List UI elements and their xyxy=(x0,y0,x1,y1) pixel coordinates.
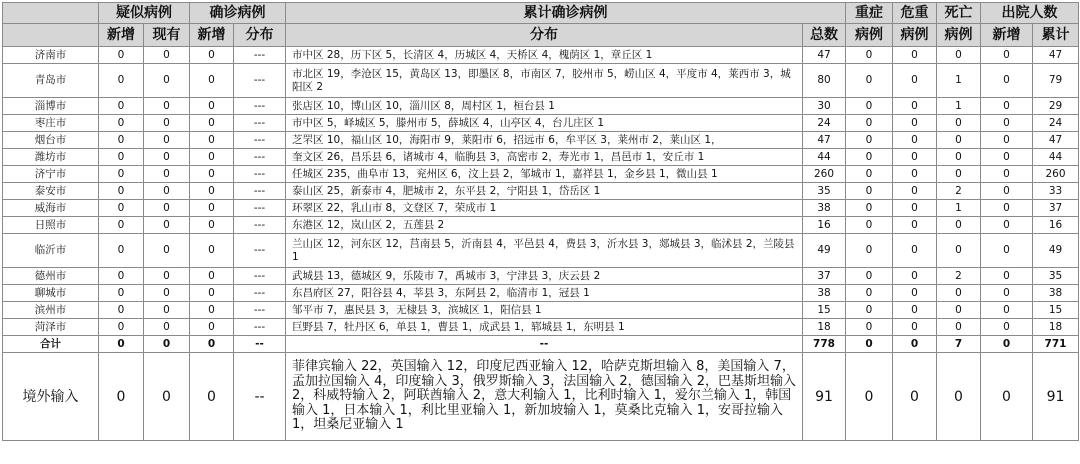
cell-critical: 0 xyxy=(893,64,937,98)
header-discharged: 出院人数 xyxy=(981,3,1079,24)
table-row xyxy=(3,319,1079,336)
cell-conf-dist: --- xyxy=(234,47,286,64)
cell-severe: 0 xyxy=(846,64,893,98)
header-death: 死亡 xyxy=(937,3,981,24)
cell-total: 260 xyxy=(803,166,846,183)
header-conf-distribution: 分布 xyxy=(234,24,286,47)
header-critical: 危重 xyxy=(893,3,937,24)
cell-susp-new: 0 xyxy=(99,234,144,268)
cell-dis-total: 47 xyxy=(1033,132,1079,149)
cell-death: 0 xyxy=(937,47,981,64)
cell-dis-new: 0 xyxy=(981,217,1033,234)
table-body xyxy=(3,47,1079,441)
cell-dis-total: 49 xyxy=(1033,234,1079,268)
cell-dis-new: 0 xyxy=(981,336,1033,353)
table-row xyxy=(3,302,1079,319)
cell-conf-new: 0 xyxy=(190,132,234,149)
cell-city: 聊城市 xyxy=(3,285,99,302)
cell-total: 38 xyxy=(803,200,846,217)
header-total: 总数 xyxy=(803,24,846,47)
cell-conf-dist: -- xyxy=(234,353,286,441)
cell-city: 济宁市 xyxy=(3,166,99,183)
cell-conf-new: 0 xyxy=(190,149,234,166)
cell-conf-new: 0 xyxy=(190,302,234,319)
cell-death: 0 xyxy=(937,115,981,132)
cell-severe: 0 xyxy=(846,268,893,285)
cell-conf-dist: --- xyxy=(234,132,286,149)
cell-dis-total: 47 xyxy=(1033,47,1079,64)
cell-city: 德州市 xyxy=(3,268,99,285)
cell-severe: 0 xyxy=(846,200,893,217)
cell-susp-cur: 0 xyxy=(144,302,190,319)
cell-conf-new: 0 xyxy=(190,319,234,336)
cell-cum-dist: 东昌府区 27，阳谷县 4，莘县 3，东阿县 2，临清市 1，冠县 1 xyxy=(286,285,803,302)
cell-susp-cur: 0 xyxy=(144,166,190,183)
cell-critical: 0 xyxy=(893,98,937,115)
cell-dis-total: 33 xyxy=(1033,183,1079,200)
cell-severe: 0 xyxy=(846,132,893,149)
cell-dis-new: 0 xyxy=(981,302,1033,319)
header-susp-current: 现有 xyxy=(144,24,190,47)
cell-city: 滨州市 xyxy=(3,302,99,319)
cell-susp-new: 0 xyxy=(99,302,144,319)
cell-susp-new: 0 xyxy=(99,217,144,234)
cell-total: 44 xyxy=(803,149,846,166)
cell-susp-new: 0 xyxy=(99,166,144,183)
cell-susp-cur: 0 xyxy=(144,336,190,353)
table-row xyxy=(3,217,1079,234)
cell-total: 37 xyxy=(803,268,846,285)
cell-susp-new: 0 xyxy=(99,336,144,353)
cell-severe: 0 xyxy=(846,234,893,268)
cell-death: 1 xyxy=(937,64,981,98)
cell-conf-new: 0 xyxy=(190,217,234,234)
cell-severe: 0 xyxy=(846,115,893,132)
cell-cum-dist: 芝罘区 10，福山区 10，海阳市 9，莱阳市 6，招远市 6，牟平区 3，莱州市 2，莱山区 1， xyxy=(286,132,803,149)
cell-critical: 0 xyxy=(893,115,937,132)
table-row xyxy=(3,115,1079,132)
cell-susp-cur: 0 xyxy=(144,149,190,166)
cell-city: 菏泽市 xyxy=(3,319,99,336)
cell-conf-dist: --- xyxy=(234,285,286,302)
cell-conf-new: 0 xyxy=(190,285,234,302)
cell-dis-total: 260 xyxy=(1033,166,1079,183)
cell-severe: 0 xyxy=(846,149,893,166)
cell-susp-cur: 0 xyxy=(144,132,190,149)
cell-city: 泰安市 xyxy=(3,183,99,200)
cell-conf-dist: --- xyxy=(234,149,286,166)
cell-susp-cur: 0 xyxy=(144,319,190,336)
cell-dis-total: 18 xyxy=(1033,319,1079,336)
cell-city: 日照市 xyxy=(3,217,99,234)
header-severe: 重症 xyxy=(846,3,893,24)
cell-critical: 0 xyxy=(893,217,937,234)
cell-severe: 0 xyxy=(846,47,893,64)
cell-dis-new: 0 xyxy=(981,183,1033,200)
cell-severe: 0 xyxy=(846,285,893,302)
header-susp-new: 新增 xyxy=(99,24,144,47)
cell-critical: 0 xyxy=(893,200,937,217)
cell-susp-new: 0 xyxy=(99,64,144,98)
cell-death: 0 xyxy=(937,319,981,336)
cell-dis-total: 24 xyxy=(1033,115,1079,132)
cell-cum-dist: 菲律宾输入 22，英国输入 12，印度尼西亚输入 12，哈萨克斯坦输入 8，美国输入 7，孟加拉国输入 4，印度输入 3，俄罗斯输入 3，法国输入 2，德国输入 2，巴基斯坦输入 2，科威特输入 2，阿联酋输入 2，意大利输入 1，比利时输入 1，爱尔兰输入 1，韩国输入 1，日本输入 1，利比里亚输入 1，新加坡输入 1，莫桑比克输入 1，安哥拉输入 1，坦桑尼亚输入 1 xyxy=(286,353,803,441)
cell-susp-cur: 0 xyxy=(144,217,190,234)
cell-susp-cur: 0 xyxy=(144,98,190,115)
cell-cum-dist: 市中区 28，历下区 5，长清区 4，历城区 4，天桥区 4，槐荫区 1，章丘区 1 xyxy=(286,47,803,64)
cell-dis-new: 0 xyxy=(981,115,1033,132)
cell-city: 烟台市 xyxy=(3,132,99,149)
cell-dis-total: 16 xyxy=(1033,217,1079,234)
cell-death: 0 xyxy=(937,353,981,441)
cell-critical: 0 xyxy=(893,132,937,149)
header-corner xyxy=(3,3,99,24)
cell-susp-cur: 0 xyxy=(144,64,190,98)
cell-dis-total: 91 xyxy=(1033,353,1079,441)
cell-total: 80 xyxy=(803,64,846,98)
cell-dis-new: 0 xyxy=(981,47,1033,64)
cell-cum-dist: 任城区 235，曲阜市 13，兖州区 6，汶上县 2，邹城市 1，嘉祥县 1，金乡县 1，微山县 1 xyxy=(286,166,803,183)
cell-total: 35 xyxy=(803,183,846,200)
cell-city: 合计 xyxy=(3,336,99,353)
cell-city: 境外输入 xyxy=(3,353,99,441)
cell-susp-new: 0 xyxy=(99,98,144,115)
cell-death: 0 xyxy=(937,132,981,149)
cell-total: 778 xyxy=(803,336,846,353)
cell-dis-total: 38 xyxy=(1033,285,1079,302)
cell-death: 0 xyxy=(937,302,981,319)
table-row xyxy=(3,200,1079,217)
cell-susp-new: 0 xyxy=(99,268,144,285)
cell-susp-new: 0 xyxy=(99,353,144,441)
cell-severe: 0 xyxy=(846,353,893,441)
cell-dis-new: 0 xyxy=(981,64,1033,98)
cell-total: 49 xyxy=(803,234,846,268)
cell-susp-cur: 0 xyxy=(144,353,190,441)
cell-conf-dist: --- xyxy=(234,98,286,115)
cell-conf-dist: --- xyxy=(234,319,286,336)
cell-death: 0 xyxy=(937,285,981,302)
table-row xyxy=(3,132,1079,149)
cell-total: 16 xyxy=(803,217,846,234)
cell-cum-dist: -- xyxy=(286,336,803,353)
cell-critical: 0 xyxy=(893,183,937,200)
cell-city: 淄博市 xyxy=(3,98,99,115)
cell-city: 潍坊市 xyxy=(3,149,99,166)
cell-total: 47 xyxy=(803,132,846,149)
cell-conf-dist: --- xyxy=(234,115,286,132)
table-row xyxy=(3,268,1079,285)
header-severe-cases: 病例 xyxy=(846,24,893,47)
cell-total: 38 xyxy=(803,285,846,302)
header-cumulative: 累计确诊病例 xyxy=(286,3,846,24)
cell-conf-new: 0 xyxy=(190,47,234,64)
header-dis-new: 新增 xyxy=(981,24,1033,47)
header-dis-total: 累计 xyxy=(1033,24,1079,47)
cell-severe: 0 xyxy=(846,183,893,200)
cell-city: 威海市 xyxy=(3,200,99,217)
cell-total: 15 xyxy=(803,302,846,319)
cell-death: 2 xyxy=(937,268,981,285)
cell-cum-dist: 市中区 5，峄城区 5，滕州市 5，薛城区 4，山亭区 4，台儿庄区 1 xyxy=(286,115,803,132)
cell-dis-total: 37 xyxy=(1033,200,1079,217)
cell-critical: 0 xyxy=(893,166,937,183)
cell-dis-total: 79 xyxy=(1033,64,1079,98)
table-row xyxy=(3,285,1079,302)
cell-death: 0 xyxy=(937,166,981,183)
table-row xyxy=(3,166,1079,183)
cell-susp-cur: 0 xyxy=(144,268,190,285)
cell-death: 0 xyxy=(937,149,981,166)
cell-dis-new: 0 xyxy=(981,166,1033,183)
cell-total: 47 xyxy=(803,47,846,64)
cell-severe: 0 xyxy=(846,217,893,234)
cell-death: 7 xyxy=(937,336,981,353)
cell-susp-new: 0 xyxy=(99,183,144,200)
total-row xyxy=(3,336,1079,353)
cell-severe: 0 xyxy=(846,166,893,183)
header-conf-new: 新增 xyxy=(190,24,234,47)
cell-dis-new: 0 xyxy=(981,353,1033,441)
table-row xyxy=(3,234,1079,268)
cell-total: 18 xyxy=(803,319,846,336)
cell-susp-new: 0 xyxy=(99,149,144,166)
cell-severe: 0 xyxy=(846,302,893,319)
cell-dis-total: 15 xyxy=(1033,302,1079,319)
cell-susp-cur: 0 xyxy=(144,47,190,64)
cell-conf-new: 0 xyxy=(190,183,234,200)
cell-susp-cur: 0 xyxy=(144,234,190,268)
cell-dis-total: 44 xyxy=(1033,149,1079,166)
cell-conf-dist: --- xyxy=(234,64,286,98)
cell-cum-dist: 市北区 19，李沧区 15，黄岛区 13，即墨区 8，市南区 7，胶州市 5，崂山区 4，平度市 4，莱西市 3，城阳区 2 xyxy=(286,64,803,98)
cell-cum-dist: 泰山区 25，新泰市 4，肥城市 2，东平县 2，宁阳县 1，岱岳区 1 xyxy=(286,183,803,200)
cell-conf-new: 0 xyxy=(190,353,234,441)
cell-susp-cur: 0 xyxy=(144,183,190,200)
header-critical-cases: 病例 xyxy=(893,24,937,47)
cell-conf-new: 0 xyxy=(190,268,234,285)
cell-conf-dist: -- xyxy=(234,336,286,353)
cell-death: 0 xyxy=(937,234,981,268)
cell-conf-new: 0 xyxy=(190,64,234,98)
cell-cum-dist: 邹平市 7，惠民县 3，无棣县 3，滨城区 1，阳信县 1 xyxy=(286,302,803,319)
header-corner-sub xyxy=(3,24,99,47)
cell-cum-dist: 东港区 12，岚山区 2，五莲县 2 xyxy=(286,217,803,234)
cell-critical: 0 xyxy=(893,149,937,166)
cell-critical: 0 xyxy=(893,319,937,336)
header-cum-distribution: 分布 xyxy=(286,24,803,47)
table-row xyxy=(3,98,1079,115)
cell-cum-dist: 环翠区 22，乳山市 8，文登区 7，荣成市 1 xyxy=(286,200,803,217)
cell-dis-total: 771 xyxy=(1033,336,1079,353)
covid-cases-table xyxy=(2,2,1079,441)
cell-city: 青岛市 xyxy=(3,64,99,98)
cell-susp-new: 0 xyxy=(99,47,144,64)
cell-city: 枣庄市 xyxy=(3,115,99,132)
cell-death: 1 xyxy=(937,200,981,217)
cell-city: 济南市 xyxy=(3,47,99,64)
cell-city: 临沂市 xyxy=(3,234,99,268)
cell-dis-new: 0 xyxy=(981,200,1033,217)
cell-dis-new: 0 xyxy=(981,98,1033,115)
table-row xyxy=(3,149,1079,166)
cell-dis-new: 0 xyxy=(981,319,1033,336)
cell-conf-dist: --- xyxy=(234,200,286,217)
cell-dis-new: 0 xyxy=(981,234,1033,268)
table-row xyxy=(3,47,1079,64)
cell-dis-new: 0 xyxy=(981,268,1033,285)
cell-conf-dist: --- xyxy=(234,234,286,268)
cell-severe: 0 xyxy=(846,319,893,336)
cell-susp-cur: 0 xyxy=(144,200,190,217)
header-suspected: 疑似病例 xyxy=(99,3,190,24)
cell-death: 1 xyxy=(937,98,981,115)
cell-conf-dist: --- xyxy=(234,302,286,319)
cell-critical: 0 xyxy=(893,285,937,302)
cell-severe: 0 xyxy=(846,98,893,115)
cell-conf-new: 0 xyxy=(190,115,234,132)
cell-conf-dist: --- xyxy=(234,183,286,200)
cell-susp-new: 0 xyxy=(99,285,144,302)
cell-conf-new: 0 xyxy=(190,336,234,353)
cell-critical: 0 xyxy=(893,268,937,285)
cell-cum-dist: 兰山区 12，河东区 12，莒南县 5，沂南县 4，平邑县 4，费县 3，沂水县 3，郯城县 3，临沭县 2，兰陵县 1 xyxy=(286,234,803,268)
cell-dis-new: 0 xyxy=(981,149,1033,166)
cell-conf-dist: --- xyxy=(234,166,286,183)
cell-critical: 0 xyxy=(893,336,937,353)
cell-conf-dist: --- xyxy=(234,217,286,234)
cell-susp-new: 0 xyxy=(99,200,144,217)
cell-dis-total: 29 xyxy=(1033,98,1079,115)
cell-total: 91 xyxy=(803,353,846,441)
table-row xyxy=(3,183,1079,200)
cell-total: 30 xyxy=(803,98,846,115)
cell-susp-cur: 0 xyxy=(144,285,190,302)
cell-susp-new: 0 xyxy=(99,319,144,336)
cell-critical: 0 xyxy=(893,47,937,64)
cell-cum-dist: 巨野县 7，牡丹区 6，单县 1，曹县 1，成武县 1，郓城县 1，东明县 1 xyxy=(286,319,803,336)
cell-conf-new: 0 xyxy=(190,200,234,217)
cell-critical: 0 xyxy=(893,353,937,441)
cell-cum-dist: 奎文区 26，昌乐县 6，诸城市 4，临朐县 3，高密市 2，寿光市 1，昌邑市 1，安丘市 1 xyxy=(286,149,803,166)
cell-death: 0 xyxy=(937,217,981,234)
overseas-row xyxy=(3,353,1079,441)
cell-severe: 0 xyxy=(846,336,893,353)
cell-cum-dist: 武城县 13，德城区 9，乐陵市 7，禹城市 3，宁津县 3，庆云县 2 xyxy=(286,268,803,285)
header-death-cases: 病例 xyxy=(937,24,981,47)
cell-susp-new: 0 xyxy=(99,132,144,149)
cell-susp-cur: 0 xyxy=(144,115,190,132)
cell-critical: 0 xyxy=(893,234,937,268)
cell-cum-dist: 张店区 10，博山区 10，淄川区 8，周村区 1，桓台县 1 xyxy=(286,98,803,115)
cell-total: 24 xyxy=(803,115,846,132)
cell-conf-dist: --- xyxy=(234,268,286,285)
cell-conf-new: 0 xyxy=(190,166,234,183)
table-row xyxy=(3,64,1079,98)
cell-critical: 0 xyxy=(893,302,937,319)
cell-susp-new: 0 xyxy=(99,115,144,132)
cell-death: 2 xyxy=(937,183,981,200)
cell-conf-new: 0 xyxy=(190,98,234,115)
cell-dis-new: 0 xyxy=(981,285,1033,302)
cell-conf-new: 0 xyxy=(190,234,234,268)
header-confirmed: 确诊病例 xyxy=(190,3,286,24)
cell-dis-new: 0 xyxy=(981,132,1033,149)
cell-dis-total: 35 xyxy=(1033,268,1079,285)
